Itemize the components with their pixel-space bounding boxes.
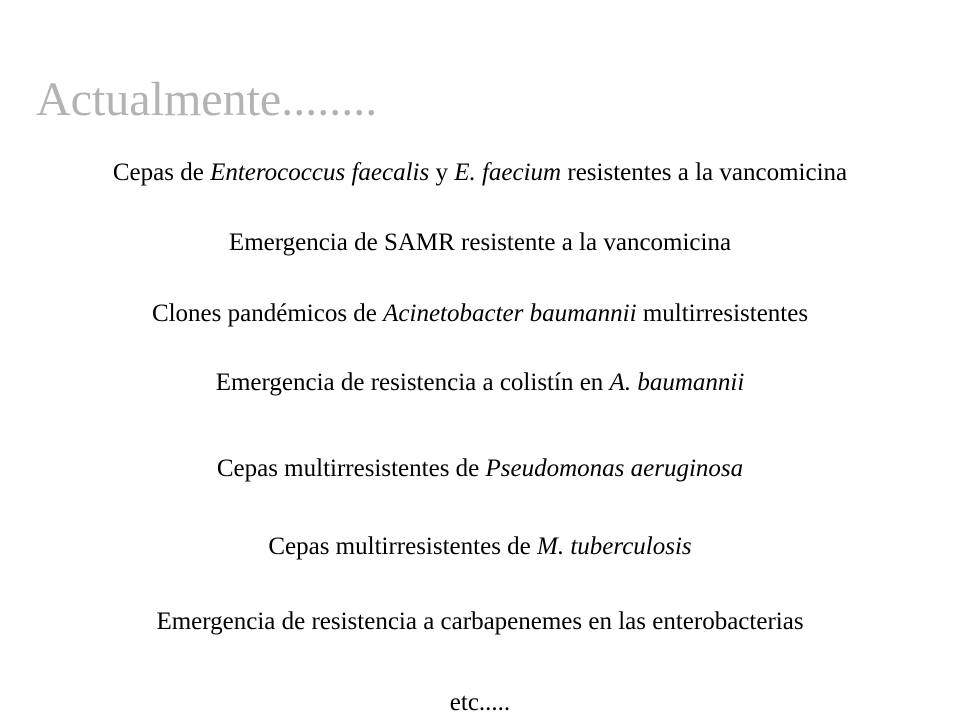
species-name: Enterococcus faecalis — [210, 159, 430, 186]
text-span: Clones pandémicos de — [151, 300, 384, 327]
species-name: A. baumannii — [609, 369, 745, 396]
line-tuberculosis — [0, 532, 960, 562]
text-span: y — [429, 159, 455, 186]
text-span: Emergencia de resistencia a colistín en — [215, 369, 610, 396]
text-span: Cepas multirresistentes de — [216, 455, 486, 482]
species-name: Pseudomonas aeruginosa — [485, 455, 744, 482]
line-colistin — [0, 368, 960, 398]
text-span: etc..... — [449, 689, 511, 716]
line-samr — [0, 228, 960, 258]
text-span: Cepas de — [112, 159, 211, 186]
line-carbapenemes — [0, 607, 960, 637]
slide-title: Actualmente........ — [36, 73, 378, 126]
text-span: Cepas multirresistentes de — [268, 533, 538, 560]
line-enterococcus — [0, 158, 960, 188]
text-span: Emergencia de resistencia a carbapenemes en las enterobacterias — [156, 608, 804, 635]
text-span: multirresistentes — [636, 300, 809, 327]
species-name: E. faecium — [454, 159, 562, 186]
line-etc — [0, 688, 960, 718]
line-pseudomonas — [0, 454, 960, 484]
text-span: resistentes a la vancomicina — [561, 159, 848, 186]
species-name: Acinetobacter baumannii — [383, 300, 637, 327]
line-acinetobacter — [0, 299, 960, 329]
species-name: M. tuberculosis — [537, 533, 692, 560]
text-span: Emergencia de SAMR resistente a la vancomicina — [228, 229, 732, 256]
